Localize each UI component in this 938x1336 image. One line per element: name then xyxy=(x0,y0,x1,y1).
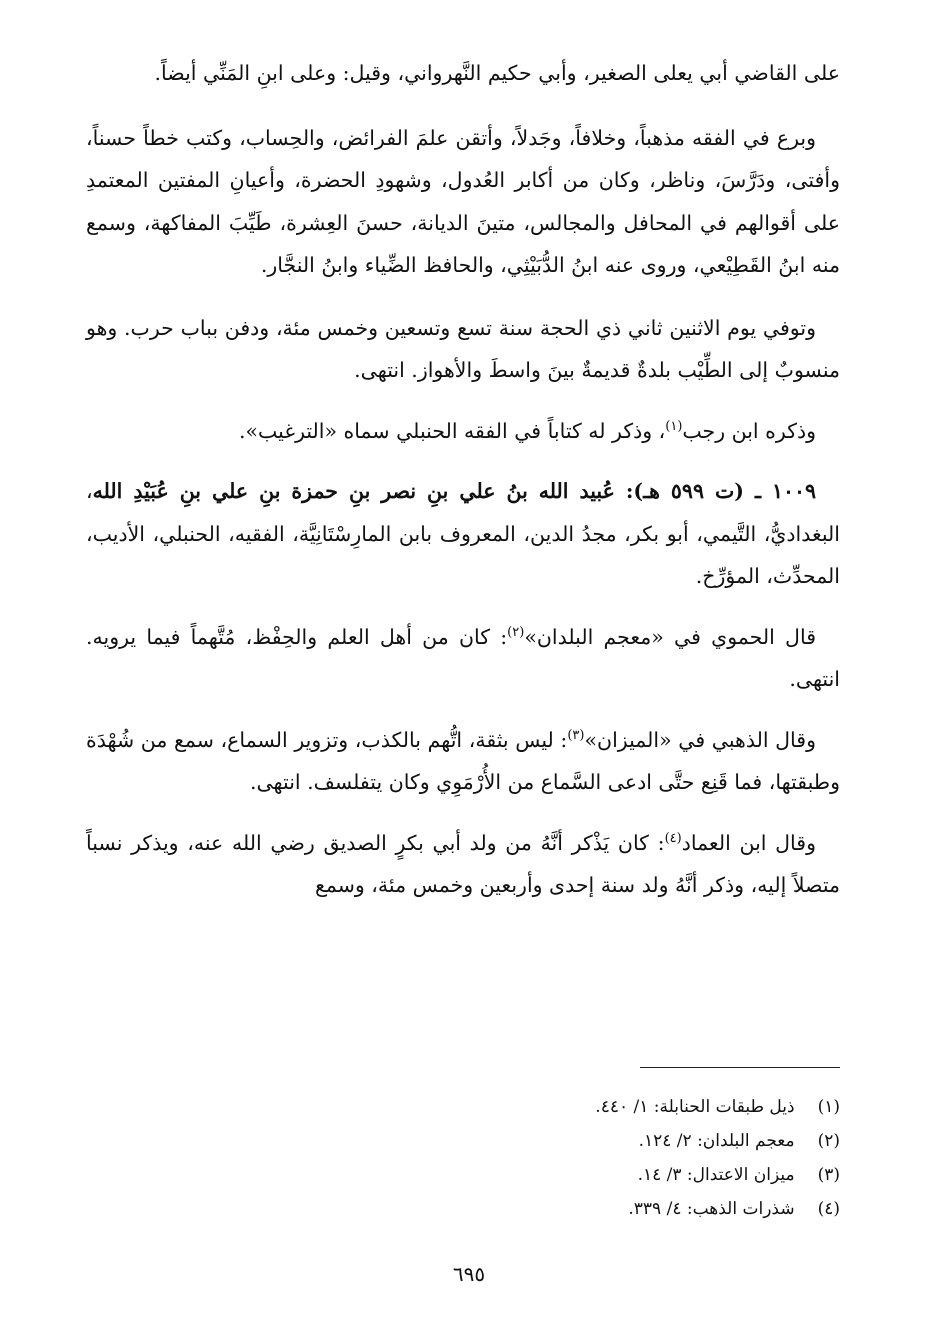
footnote-text: ذيل طبقات الحنابلة: ١/ ٤٤٠. xyxy=(595,1097,795,1117)
footnote-text: شذرات الذهب: ٤/ ٣٣٩. xyxy=(628,1199,795,1219)
paragraph-ibn-rajab xyxy=(86,410,840,453)
footnote-2 xyxy=(340,1124,840,1158)
dhahabi-text: وقال الذهبي في «الميزان» xyxy=(584,727,817,752)
footnote-divider xyxy=(640,1067,840,1068)
ibn-imad-text-cont: : كان يَذْكر أنَّهُ من ولد أبي بكرٍ الصديق رضي الله عنه، ويذكر نسباً متصلاً إليه، وذكر أنَّهُ ولد سنة إحدى وأربعين وخمس مئة، وسمع xyxy=(86,830,840,897)
paragraph-hamawi xyxy=(86,616,840,701)
paragraph-death: وتوفي يوم الاثنين ثاني ذي الحجة سنة تسع وتسعين وخمس مئة، ودفن بباب حرب. وهو منسوبٌ إلى الطِّيْب بلدةٌ قديمةٌ بينَ واسطَ والأهواز. انتهى. xyxy=(86,315,840,382)
entry-heading: ١٠٠٩ ـ (ت ٥٩٩ هـ): عُبيد الله بنُ علي بنِ نصر بنِ حمزة بنِ علي بنِ عُبَيْدِ الله xyxy=(92,479,816,503)
entry-description: ، البغداديُّ، التَّيمي، أبو بكر، مجدُ الدين، المعروف بابن المارِسْتَانِيَّة، الفقيه، الحنبلي، الأديب، المحدِّث، المؤرِّخ. xyxy=(86,479,840,588)
footnote-ref-3: (٣) xyxy=(567,727,585,743)
hamawi-text: قال الحموي في «معجم البلدان» xyxy=(524,624,816,649)
footnote-1 xyxy=(340,1090,840,1124)
ibn-rajab-text-cont: ، وذكر له كتاباً في الفقه الحنبلي سماه «الترغيب». xyxy=(238,418,666,443)
ibn-imad-text: وقال ابن العماد xyxy=(681,830,817,855)
footnote-3 xyxy=(340,1158,840,1192)
footnotes xyxy=(340,1090,840,1226)
footnote-ref-1: (١) xyxy=(665,418,683,434)
paragraph-fiqh: وبرع في الفقه مذهباً، وخلافاً، وجَدلاً، وأتقن علمَ الفرائض، والحِساب، وكتب خطاً حسناً، وأفتى، ودَرَّسَ، وناظر، وكان من أكابر العُدول، وشهودِ الحضرة، وأعيانِ المفتين المعتمدِ على أقوالهم في المحافل والمجالس، متينَ الديانة، حسنَ العِشرة، طَيِّبَ المفاكهة، وسمع منه ابنُ القَطِيْعي، وروى عنه ابنُ الدُّبَيْثِي، والحافظ الضِّياء وابنُ النجَّار. xyxy=(86,125,840,277)
ibn-rajab-text: وذكره ابن رجب xyxy=(682,418,816,443)
paragraph-ibn-imad xyxy=(86,822,840,907)
footnote-text: معجم البلدان: ٢/ ١٢٤. xyxy=(638,1131,795,1151)
footnote-number: (٢) xyxy=(817,1131,840,1151)
footnote-number: (٣) xyxy=(817,1165,840,1185)
paragraph-continuation: على القاضي أبي يعلى الصغير، وأبي حكيم النَّهرواني، وقيل: وعلى ابنِ المَنِّي أيضاً. xyxy=(154,61,840,85)
page-number: ٦٩٥ xyxy=(452,1262,486,1286)
footnote-ref-4: (٤) xyxy=(664,830,682,846)
entry-1009 xyxy=(86,470,840,598)
footnote-text: ميزان الاعتدال: ٣/ ١٤. xyxy=(637,1165,795,1185)
dhahabi-text-cont: : ليس بثقة، اتُّهم بالكذب، وتزوير السماع، سمع من شُهْدَة وطبقتها، فما قَنِع حتَّى ادعى السَّماع من الأُرْمَوِي وكان يتفلسف. انتهى. xyxy=(86,727,840,794)
hamawi-text-cont: : كان من أهل العلم والحِفْظ، مُتَّهماً فيما يرويه. انتهى. xyxy=(86,624,840,691)
footnote-ref-2: (٢) xyxy=(507,624,525,640)
paragraph-dhahabi xyxy=(86,719,840,804)
footnote-number: (١) xyxy=(817,1097,840,1117)
page-body xyxy=(86,52,840,907)
footnote-4 xyxy=(340,1192,840,1226)
footnote-number: (٤) xyxy=(817,1199,840,1219)
